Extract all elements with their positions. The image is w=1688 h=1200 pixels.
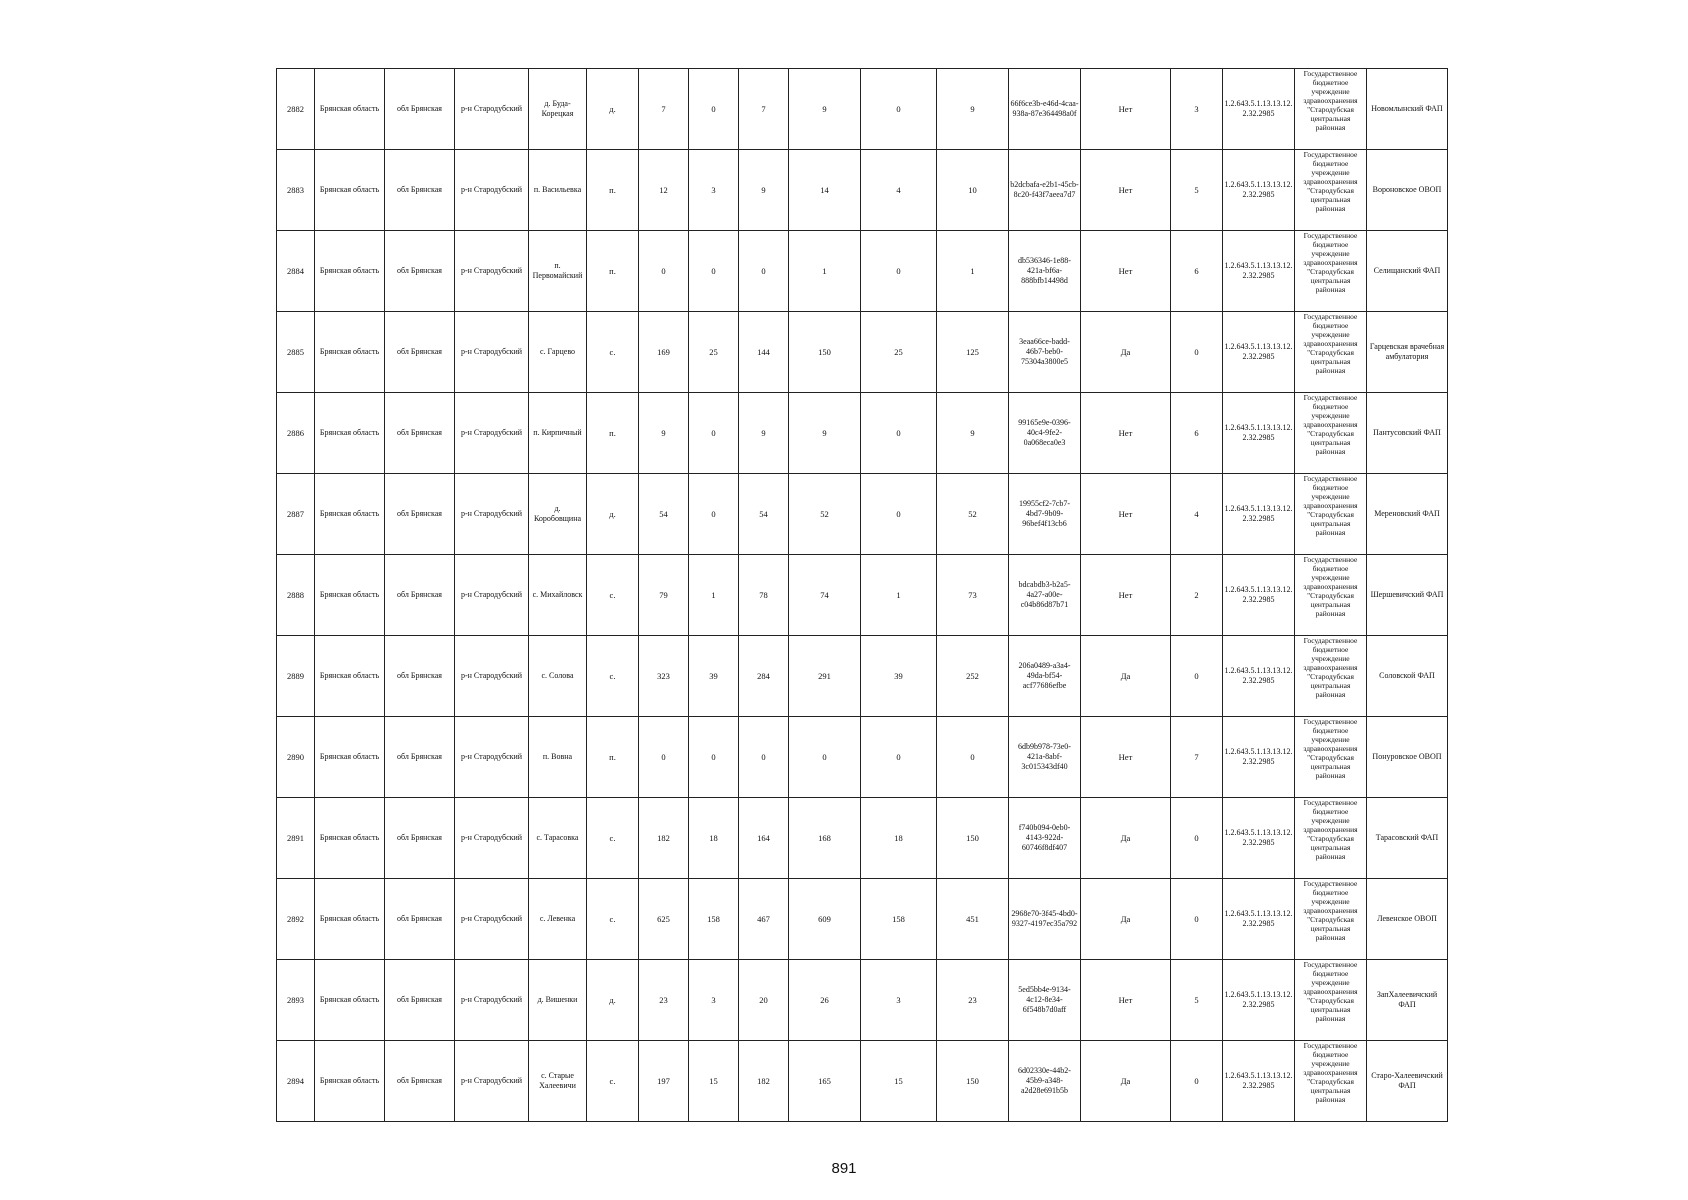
has-facility-cell: Нет bbox=[1081, 393, 1171, 474]
count-cell: 150 bbox=[937, 1041, 1009, 1122]
row-number: 2890 bbox=[277, 717, 315, 798]
row-number: 2886 bbox=[277, 393, 315, 474]
count-cell: 1 bbox=[789, 231, 861, 312]
region-cell: Брянская область bbox=[315, 1041, 385, 1122]
count-cell: 15 bbox=[689, 1041, 739, 1122]
count-cell: 0 bbox=[861, 231, 937, 312]
count-cell: 14 bbox=[789, 150, 861, 231]
count-cell: 9 bbox=[639, 393, 689, 474]
count-cell: 4 bbox=[861, 150, 937, 231]
count-cell: 252 bbox=[937, 636, 1009, 717]
institution-cell: Государственное бюджетное учреждение здравоохранения "Стародубская центральная районная bbox=[1295, 636, 1367, 717]
oid-cell: 1.2.643.5.1.13.13.12.2.32.2985 bbox=[1223, 798, 1295, 879]
settlement-type-cell: д. bbox=[587, 960, 639, 1041]
oid-cell: 1.2.643.5.1.13.13.12.2.32.2985 bbox=[1223, 69, 1295, 150]
region-cell: Брянская область bbox=[315, 798, 385, 879]
fias-guid-cell: b2dcbafa-e2b1-45cb-8c20-f43f7aeea7d7 bbox=[1009, 150, 1081, 231]
row-number: 2893 bbox=[277, 960, 315, 1041]
district-cell: р-н Стародубский bbox=[455, 1041, 529, 1122]
row-number: 2885 bbox=[277, 312, 315, 393]
region-cell: Брянская область bbox=[315, 555, 385, 636]
oid-cell: 1.2.643.5.1.13.13.12.2.32.2985 bbox=[1223, 231, 1295, 312]
settlement-type-cell: п. bbox=[587, 150, 639, 231]
distance-cell: 3 bbox=[1171, 69, 1223, 150]
has-facility-cell: Да bbox=[1081, 798, 1171, 879]
oid-cell: 1.2.643.5.1.13.13.12.2.32.2985 bbox=[1223, 150, 1295, 231]
document-page bbox=[276, 68, 1448, 1122]
medical-unit-cell: Тарасовский ФАП bbox=[1367, 798, 1448, 879]
settlement-type-cell: п. bbox=[587, 717, 639, 798]
count-cell: 7 bbox=[639, 69, 689, 150]
oblast-cell: обл Брянская bbox=[385, 1041, 455, 1122]
medical-unit-cell: Шершевичский ФАП bbox=[1367, 555, 1448, 636]
medical-unit-cell: Пантусовский ФАП bbox=[1367, 393, 1448, 474]
has-facility-cell: Нет bbox=[1081, 717, 1171, 798]
count-cell: 18 bbox=[861, 798, 937, 879]
district-cell: р-н Стародубский bbox=[455, 393, 529, 474]
distance-cell: 5 bbox=[1171, 960, 1223, 1041]
count-cell: 625 bbox=[639, 879, 689, 960]
distance-cell: 0 bbox=[1171, 879, 1223, 960]
region-cell: Брянская область bbox=[315, 879, 385, 960]
medical-unit-cell: ЗапХалеевичский ФАП bbox=[1367, 960, 1448, 1041]
distance-cell: 6 bbox=[1171, 231, 1223, 312]
region-cell: Брянская область bbox=[315, 150, 385, 231]
count-cell: 9 bbox=[739, 150, 789, 231]
settlement-type-cell: с. bbox=[587, 1041, 639, 1122]
fias-guid-cell: f740b094-0eb0-4143-922d-60746f8df407 bbox=[1009, 798, 1081, 879]
count-cell: 23 bbox=[639, 960, 689, 1041]
institution-cell: Государственное бюджетное учреждение здравоохранения "Стародубская центральная районная bbox=[1295, 231, 1367, 312]
institution-cell: Государственное бюджетное учреждение здравоохранения "Стародубская центральная районная bbox=[1295, 69, 1367, 150]
institution-cell: Государственное бюджетное учреждение здравоохранения "Стародубская центральная районная bbox=[1295, 393, 1367, 474]
has-facility-cell: Нет bbox=[1081, 69, 1171, 150]
settlement-cell: п. Васильевка bbox=[529, 150, 587, 231]
settlement-type-cell: с. bbox=[587, 798, 639, 879]
count-cell: 3 bbox=[689, 150, 739, 231]
count-cell: 323 bbox=[639, 636, 689, 717]
count-cell: 52 bbox=[789, 474, 861, 555]
count-cell: 0 bbox=[937, 717, 1009, 798]
table-row bbox=[277, 879, 1448, 960]
medical-unit-cell: Левенское ОВОП bbox=[1367, 879, 1448, 960]
distance-cell: 0 bbox=[1171, 636, 1223, 717]
settlement-type-cell: п. bbox=[587, 393, 639, 474]
institution-cell: Государственное бюджетное учреждение здравоохранения "Стародубская центральная районная bbox=[1295, 798, 1367, 879]
settlement-type-cell: с. bbox=[587, 636, 639, 717]
count-cell: 9 bbox=[789, 393, 861, 474]
count-cell: 9 bbox=[789, 69, 861, 150]
oblast-cell: обл Брянская bbox=[385, 879, 455, 960]
district-cell: р-н Стародубский bbox=[455, 717, 529, 798]
count-cell: 467 bbox=[739, 879, 789, 960]
count-cell: 7 bbox=[739, 69, 789, 150]
row-number: 2891 bbox=[277, 798, 315, 879]
region-cell: Брянская область bbox=[315, 231, 385, 312]
medical-unit-cell: Понуровское ОВОП bbox=[1367, 717, 1448, 798]
institution-cell: Государственное бюджетное учреждение здравоохранения "Стародубская центральная районная bbox=[1295, 312, 1367, 393]
distance-cell: 5 bbox=[1171, 150, 1223, 231]
oblast-cell: обл Брянская bbox=[385, 393, 455, 474]
table-row bbox=[277, 798, 1448, 879]
fias-guid-cell: 3eaa66ce-badd-46b7-beb0-75304a3800e5 bbox=[1009, 312, 1081, 393]
medical-unit-cell: Новомлынский ФАП bbox=[1367, 69, 1448, 150]
oblast-cell: обл Брянская bbox=[385, 312, 455, 393]
settlement-cell: с. Солова bbox=[529, 636, 587, 717]
settlement-type-cell: д. bbox=[587, 69, 639, 150]
table-row bbox=[277, 231, 1448, 312]
settlement-cell: д. Коробовщина bbox=[529, 474, 587, 555]
oblast-cell: обл Брянская bbox=[385, 69, 455, 150]
has-facility-cell: Да bbox=[1081, 879, 1171, 960]
settlement-cell: с. Михайловск bbox=[529, 555, 587, 636]
count-cell: 182 bbox=[639, 798, 689, 879]
table-body bbox=[277, 69, 1448, 1122]
count-cell: 0 bbox=[861, 474, 937, 555]
fias-guid-cell: 99165e9e-0396-40c4-9fe2-0a068eca0e3 bbox=[1009, 393, 1081, 474]
settlement-cell: с. Левенка bbox=[529, 879, 587, 960]
region-cell: Брянская область bbox=[315, 636, 385, 717]
count-cell: 73 bbox=[937, 555, 1009, 636]
table-row bbox=[277, 69, 1448, 150]
distance-cell: 2 bbox=[1171, 555, 1223, 636]
count-cell: 0 bbox=[739, 717, 789, 798]
fias-guid-cell: 5ed5bb4e-9134-4c12-8e34-6f548b7d0aff bbox=[1009, 960, 1081, 1041]
region-cell: Брянская область bbox=[315, 393, 385, 474]
count-cell: 1 bbox=[937, 231, 1009, 312]
region-cell: Брянская область bbox=[315, 312, 385, 393]
distance-cell: 4 bbox=[1171, 474, 1223, 555]
distance-cell: 0 bbox=[1171, 798, 1223, 879]
count-cell: 25 bbox=[861, 312, 937, 393]
table-row bbox=[277, 960, 1448, 1041]
district-cell: р-н Стародубский bbox=[455, 960, 529, 1041]
count-cell: 169 bbox=[639, 312, 689, 393]
count-cell: 291 bbox=[789, 636, 861, 717]
oid-cell: 1.2.643.5.1.13.13.12.2.32.2985 bbox=[1223, 474, 1295, 555]
row-number: 2883 bbox=[277, 150, 315, 231]
count-cell: 0 bbox=[689, 231, 739, 312]
oid-cell: 1.2.643.5.1.13.13.12.2.32.2985 bbox=[1223, 636, 1295, 717]
row-number: 2892 bbox=[277, 879, 315, 960]
count-cell: 451 bbox=[937, 879, 1009, 960]
count-cell: 0 bbox=[861, 717, 937, 798]
count-cell: 3 bbox=[861, 960, 937, 1041]
count-cell: 144 bbox=[739, 312, 789, 393]
settlement-cell: с. Гарцево bbox=[529, 312, 587, 393]
medical-unit-cell: Вороновское ОВОП bbox=[1367, 150, 1448, 231]
district-cell: р-н Стародубский bbox=[455, 69, 529, 150]
table-row bbox=[277, 150, 1448, 231]
has-facility-cell: Да bbox=[1081, 312, 1171, 393]
oid-cell: 1.2.643.5.1.13.13.12.2.32.2985 bbox=[1223, 879, 1295, 960]
row-number: 2887 bbox=[277, 474, 315, 555]
distance-cell: 7 bbox=[1171, 717, 1223, 798]
count-cell: 74 bbox=[789, 555, 861, 636]
row-number: 2882 bbox=[277, 69, 315, 150]
count-cell: 0 bbox=[689, 717, 739, 798]
count-cell: 150 bbox=[789, 312, 861, 393]
oid-cell: 1.2.643.5.1.13.13.12.2.32.2985 bbox=[1223, 717, 1295, 798]
oid-cell: 1.2.643.5.1.13.13.12.2.32.2985 bbox=[1223, 393, 1295, 474]
oblast-cell: обл Брянская bbox=[385, 150, 455, 231]
fias-guid-cell: 19955cf2-7cb7-4bd7-9b09-96bef4f13cb6 bbox=[1009, 474, 1081, 555]
count-cell: 150 bbox=[937, 798, 1009, 879]
oblast-cell: обл Брянская bbox=[385, 555, 455, 636]
count-cell: 125 bbox=[937, 312, 1009, 393]
settlement-cell: д. Вишенки bbox=[529, 960, 587, 1041]
count-cell: 3 bbox=[689, 960, 739, 1041]
count-cell: 284 bbox=[739, 636, 789, 717]
has-facility-cell: Нет bbox=[1081, 150, 1171, 231]
district-cell: р-н Стародубский bbox=[455, 312, 529, 393]
count-cell: 10 bbox=[937, 150, 1009, 231]
district-cell: р-н Стародубский bbox=[455, 474, 529, 555]
district-cell: р-н Стародубский bbox=[455, 150, 529, 231]
count-cell: 165 bbox=[789, 1041, 861, 1122]
oblast-cell: обл Брянская bbox=[385, 474, 455, 555]
oid-cell: 1.2.643.5.1.13.13.12.2.32.2985 bbox=[1223, 960, 1295, 1041]
count-cell: 20 bbox=[739, 960, 789, 1041]
has-facility-cell: Нет bbox=[1081, 231, 1171, 312]
count-cell: 18 bbox=[689, 798, 739, 879]
count-cell: 1 bbox=[689, 555, 739, 636]
district-cell: р-н Стародубский bbox=[455, 879, 529, 960]
distance-cell: 0 bbox=[1171, 312, 1223, 393]
region-cell: Брянская область bbox=[315, 717, 385, 798]
count-cell: 9 bbox=[937, 69, 1009, 150]
count-cell: 15 bbox=[861, 1041, 937, 1122]
distance-cell: 0 bbox=[1171, 1041, 1223, 1122]
count-cell: 52 bbox=[937, 474, 1009, 555]
settlement-cell: с. Тарасовка bbox=[529, 798, 587, 879]
page-number: 891 bbox=[831, 1160, 857, 1177]
count-cell: 0 bbox=[861, 393, 937, 474]
row-number: 2884 bbox=[277, 231, 315, 312]
institution-cell: Государственное бюджетное учреждение здравоохранения "Стародубская центральная районная bbox=[1295, 717, 1367, 798]
district-cell: р-н Стародубский bbox=[455, 636, 529, 717]
count-cell: 158 bbox=[689, 879, 739, 960]
count-cell: 54 bbox=[739, 474, 789, 555]
count-cell: 9 bbox=[739, 393, 789, 474]
oid-cell: 1.2.643.5.1.13.13.12.2.32.2985 bbox=[1223, 312, 1295, 393]
settlement-cell: п. Вовна bbox=[529, 717, 587, 798]
oblast-cell: обл Брянская bbox=[385, 960, 455, 1041]
medical-unit-cell: Соловской ФАП bbox=[1367, 636, 1448, 717]
settlement-type-cell: с. bbox=[587, 879, 639, 960]
count-cell: 1 bbox=[861, 555, 937, 636]
count-cell: 39 bbox=[861, 636, 937, 717]
table-row bbox=[277, 1041, 1448, 1122]
region-cell: Брянская область bbox=[315, 474, 385, 555]
row-number: 2888 bbox=[277, 555, 315, 636]
has-facility-cell: Да bbox=[1081, 636, 1171, 717]
count-cell: 39 bbox=[689, 636, 739, 717]
count-cell: 78 bbox=[739, 555, 789, 636]
count-cell: 197 bbox=[639, 1041, 689, 1122]
table-row bbox=[277, 393, 1448, 474]
medical-unit-cell: Мереновский ФАП bbox=[1367, 474, 1448, 555]
oid-cell: 1.2.643.5.1.13.13.12.2.32.2985 bbox=[1223, 555, 1295, 636]
count-cell: 609 bbox=[789, 879, 861, 960]
district-cell: р-н Стародубский bbox=[455, 555, 529, 636]
table-row bbox=[277, 717, 1448, 798]
region-cell: Брянская область bbox=[315, 960, 385, 1041]
count-cell: 25 bbox=[689, 312, 739, 393]
fias-guid-cell: 6db9b978-73e0-421a-8abf-3c015343df40 bbox=[1009, 717, 1081, 798]
count-cell: 9 bbox=[937, 393, 1009, 474]
count-cell: 23 bbox=[937, 960, 1009, 1041]
medical-unit-cell: Селищанский ФАП bbox=[1367, 231, 1448, 312]
count-cell: 79 bbox=[639, 555, 689, 636]
fias-guid-cell: bdcabdb3-b2a5-4a27-a00e-c04b86d87b71 bbox=[1009, 555, 1081, 636]
row-number: 2889 bbox=[277, 636, 315, 717]
institution-cell: Государственное бюджетное учреждение здравоохранения "Стародубская центральная районная bbox=[1295, 474, 1367, 555]
table-row bbox=[277, 312, 1448, 393]
institution-cell: Государственное бюджетное учреждение здравоохранения "Стародубская центральная районная bbox=[1295, 150, 1367, 231]
distance-cell: 6 bbox=[1171, 393, 1223, 474]
institution-cell: Государственное бюджетное учреждение здравоохранения "Стародубская центральная районная bbox=[1295, 879, 1367, 960]
table-row bbox=[277, 555, 1448, 636]
settlement-type-cell: с. bbox=[587, 312, 639, 393]
oid-cell: 1.2.643.5.1.13.13.12.2.32.2985 bbox=[1223, 1041, 1295, 1122]
count-cell: 0 bbox=[861, 69, 937, 150]
count-cell: 0 bbox=[689, 393, 739, 474]
table-row bbox=[277, 636, 1448, 717]
settlements-table bbox=[276, 68, 1448, 1122]
settlement-cell: п. Первомайский bbox=[529, 231, 587, 312]
district-cell: р-н Стародубский bbox=[455, 798, 529, 879]
count-cell: 164 bbox=[739, 798, 789, 879]
count-cell: 26 bbox=[789, 960, 861, 1041]
settlement-cell: с. Старые Халеевичи bbox=[529, 1041, 587, 1122]
count-cell: 0 bbox=[739, 231, 789, 312]
fias-guid-cell: db536346-1e88-421a-bf6a-888bfb14498d bbox=[1009, 231, 1081, 312]
count-cell: 168 bbox=[789, 798, 861, 879]
count-cell: 0 bbox=[639, 231, 689, 312]
medical-unit-cell: Старо-Халеевичский ФАП bbox=[1367, 1041, 1448, 1122]
count-cell: 0 bbox=[689, 69, 739, 150]
district-cell: р-н Стародубский bbox=[455, 231, 529, 312]
institution-cell: Государственное бюджетное учреждение здравоохранения "Стародубская центральная районная bbox=[1295, 555, 1367, 636]
count-cell: 12 bbox=[639, 150, 689, 231]
settlement-cell: д. Буда-Корецкая bbox=[529, 69, 587, 150]
fias-guid-cell: 6d02330e-44b2-45b9-a348-a2d28e691b5b bbox=[1009, 1041, 1081, 1122]
has-facility-cell: Да bbox=[1081, 1041, 1171, 1122]
row-number: 2894 bbox=[277, 1041, 315, 1122]
settlement-type-cell: п. bbox=[587, 231, 639, 312]
settlement-type-cell: д. bbox=[587, 474, 639, 555]
oblast-cell: обл Брянская bbox=[385, 231, 455, 312]
settlement-cell: п. Кирпичный bbox=[529, 393, 587, 474]
fias-guid-cell: 66f6ce3b-e46d-4caa-938a-87e364498a0f bbox=[1009, 69, 1081, 150]
oblast-cell: обл Брянская bbox=[385, 798, 455, 879]
has-facility-cell: Нет bbox=[1081, 474, 1171, 555]
table-row bbox=[277, 474, 1448, 555]
count-cell: 182 bbox=[739, 1041, 789, 1122]
count-cell: 0 bbox=[789, 717, 861, 798]
has-facility-cell: Нет bbox=[1081, 960, 1171, 1041]
count-cell: 54 bbox=[639, 474, 689, 555]
institution-cell: Государственное бюджетное учреждение здравоохранения "Стародубская центральная районная bbox=[1295, 1041, 1367, 1122]
count-cell: 158 bbox=[861, 879, 937, 960]
institution-cell: Государственное бюджетное учреждение здравоохранения "Стародубская центральная районная bbox=[1295, 960, 1367, 1041]
fias-guid-cell: 206a0489-a3a4-49da-bf54-acf77686efbe bbox=[1009, 636, 1081, 717]
settlement-type-cell: с. bbox=[587, 555, 639, 636]
has-facility-cell: Нет bbox=[1081, 555, 1171, 636]
region-cell: Брянская область bbox=[315, 69, 385, 150]
oblast-cell: обл Брянская bbox=[385, 717, 455, 798]
medical-unit-cell: Гарцевская врачебная амбулатория bbox=[1367, 312, 1448, 393]
count-cell: 0 bbox=[689, 474, 739, 555]
fias-guid-cell: 2968e70-3f45-4bd0-9327-4197ec35a792 bbox=[1009, 879, 1081, 960]
count-cell: 0 bbox=[639, 717, 689, 798]
oblast-cell: обл Брянская bbox=[385, 636, 455, 717]
